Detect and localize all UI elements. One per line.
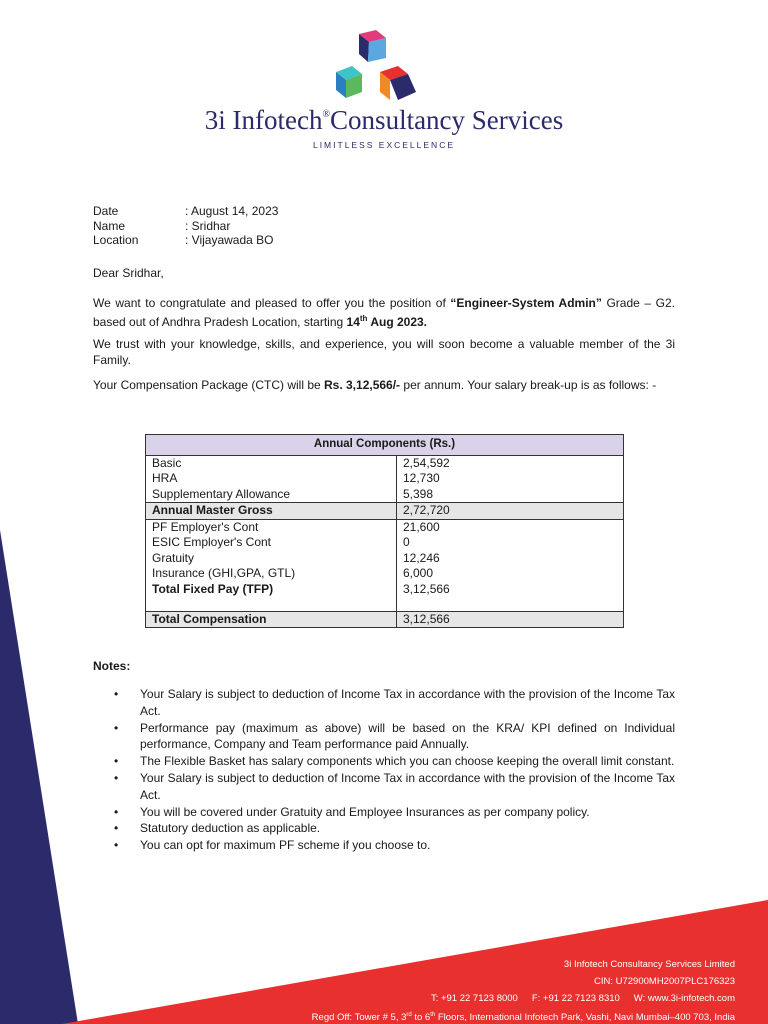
navy-side-band — [0, 530, 78, 1024]
name-value: : Sridhar — [185, 218, 231, 233]
table-row — [146, 519, 624, 535]
footer — [312, 956, 735, 1024]
table-row-tfp — [146, 582, 624, 598]
table-row — [146, 471, 624, 487]
salutation: Dear Sridhar, — [93, 266, 164, 280]
name-row — [93, 219, 278, 234]
company-logo-icon — [332, 28, 422, 104]
row-value: 0 — [397, 535, 624, 551]
start-date: 14th Aug 2023. — [346, 314, 428, 329]
table-header: Annual Components (Rs.) — [146, 435, 624, 456]
table-row-gross — [146, 503, 624, 520]
table-header-row — [146, 435, 624, 456]
company-tagline: LIMITLESS EXCELLENCE — [312, 140, 456, 150]
row-label: Insurance (GHI,GPA, GTL) — [146, 566, 397, 582]
footer-tel: T: +91 22 7123 8000 — [430, 993, 518, 1004]
list-item: • You can opt for maximum PF scheme if you choose to. — [114, 837, 675, 854]
name-label: Name — [93, 218, 126, 233]
table-row — [146, 455, 624, 471]
row-value: 3,12,566 — [397, 582, 624, 598]
date-row — [93, 204, 278, 219]
footer-web[interactable]: W: www.3i-infotech.com — [633, 993, 735, 1004]
offer-paragraph: We want to congratulate and pleased to offer you the position of “Engineer-System Admin” Grade – G2. based out of Andhra Pradesh Location, starting 14th Aug 2023. — [93, 296, 675, 329]
list-item: • Performance pay (maximum as above) will be based on the KRA/ KPI defined on Individual performance, Company and Team performance paid Annually. — [114, 720, 675, 754]
row-value: 3,12,566 — [397, 611, 624, 628]
location-row — [93, 233, 278, 248]
notes-title: Notes: — [93, 659, 131, 673]
letter-meta — [93, 204, 278, 248]
footer-fax: F: +91 22 7123 8310 — [531, 993, 620, 1004]
row-value: 5,398 — [397, 487, 624, 503]
ctc-amount: Rs. 3,12,566/- — [324, 378, 401, 392]
row-label: PF Employer's Cont — [146, 519, 397, 535]
row-label: Basic — [146, 455, 397, 471]
table-row — [146, 551, 624, 567]
date-value: : August 14, 2023 — [185, 204, 279, 218]
row-value: 6,000 — [397, 566, 624, 582]
company-name: 3i Infotech®Consultancy Services — [204, 105, 564, 135]
date-label: Date — [93, 204, 119, 218]
welcome-paragraph: We trust with your knowledge, skills, and experience, you will soon become a valuable member of the 3i Family. — [93, 337, 675, 367]
ctc-paragraph: Your Compensation Package (CTC) will be Rs. 3,12,566/- per annum. Your salary break-up is as follows: - — [93, 378, 657, 392]
table-row-total — [146, 611, 624, 628]
row-label: Annual Master Gross — [146, 503, 397, 520]
row-label: Total Fixed Pay (TFP) — [146, 582, 397, 598]
notes-list — [114, 686, 675, 854]
location-value: : Vijayawada BO — [185, 233, 274, 247]
footer-company: 3i Infotech Consultancy Services Limited — [563, 959, 735, 970]
compensation-table — [145, 434, 624, 628]
row-label: Supplementary Allowance — [146, 487, 397, 503]
footer-address: Regd Off: Tower # 5, 3rd to 6th Floors, International Infotech Park, Vashi, Navi Mumbai–400 703, India — [311, 1012, 735, 1024]
list-item: • Statutory deduction as applicable. — [114, 820, 675, 837]
row-label: Total Compensation — [146, 611, 397, 628]
row-value: 12,246 — [397, 551, 624, 567]
row-value: 12,730 — [397, 471, 624, 487]
list-item: • Your Salary is subject to deduction of Income Tax in accordance with the provision of the Income Tax Act. — [114, 686, 675, 720]
list-item: • Your Salary is subject to deduction of Income Tax in accordance with the provision of the Income Tax Act. — [114, 770, 675, 804]
row-value: 2,54,592 — [397, 455, 624, 471]
table-row — [146, 535, 624, 551]
list-item: • You will be covered under Gratuity and Employee Insurances as per company policy. — [114, 804, 675, 821]
row-label: Gratuity — [146, 551, 397, 567]
position-title: “Engineer-System Admin” — [450, 296, 602, 310]
row-value: 21,600 — [397, 519, 624, 535]
row-label: HRA — [146, 471, 397, 487]
row-label: ESIC Employer's Cont — [146, 535, 397, 551]
row-value: 2,72,720 — [397, 503, 624, 520]
footer-cin: CIN: U72900MH2007PLC176323 — [593, 976, 735, 987]
location-label: Location — [93, 233, 139, 247]
table-row — [146, 566, 624, 582]
table-spacer-row — [146, 597, 624, 611]
table-row — [146, 487, 624, 503]
footer-contacts — [312, 990, 735, 1007]
list-item: • The Flexible Basket has salary components which you can choose keeping the overall limit constant. — [114, 753, 675, 770]
